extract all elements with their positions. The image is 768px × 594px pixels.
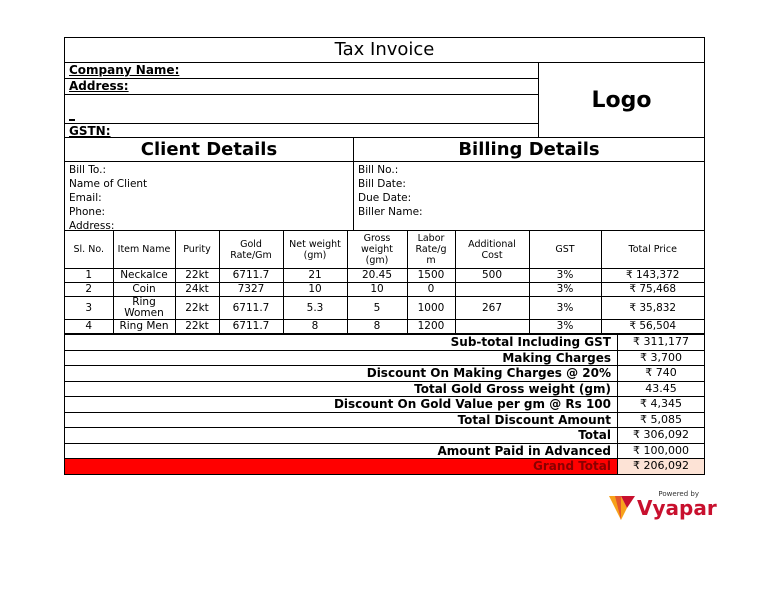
summary-row-grand-total: [65, 458, 704, 474]
header-additional-cost: Additional Cost: [455, 231, 529, 269]
summary-value: ₹ 306,092: [633, 428, 689, 441]
vyapar-logo-icon: [607, 492, 637, 522]
cell-additional-cost: 267: [455, 297, 529, 320]
table-row: [65, 320, 704, 334]
summary-row-gross-weight: [65, 381, 704, 397]
billing-details: [354, 162, 704, 230]
summary-value: ₹ 100,000: [633, 443, 689, 457]
summary-row-subtotal: [65, 334, 704, 350]
cell-item-name: Coin: [113, 283, 175, 297]
gstn-label: GSTN:: [69, 124, 111, 138]
table-row: [65, 297, 704, 320]
cell-purity: 22kt: [175, 269, 219, 283]
header-gst: GST: [529, 231, 601, 269]
bill-no-label: Bill No.:: [358, 164, 399, 176]
cell-additional-cost: [455, 320, 529, 334]
header-purity: Purity: [175, 231, 219, 269]
client-details: [65, 162, 354, 230]
summary-label: Total: [65, 428, 618, 443]
header-gross-weight: Gross weight (gm): [347, 231, 407, 269]
header-net-weight: Net weight (gm): [283, 231, 347, 269]
biller-name-label: Biller Name:: [358, 206, 423, 218]
address-label: Address:: [65, 79, 538, 95]
cell-labor-rate: 1200: [407, 320, 455, 334]
grand-total-label: Grand Total: [65, 459, 618, 474]
cell-sl-no: 4: [65, 320, 113, 334]
cell-item-name: Neckalce: [113, 269, 175, 283]
cell-purity: 22kt: [175, 297, 219, 320]
cell-net-weight: 21: [283, 269, 347, 283]
cell-item-name: Ring Men: [113, 320, 175, 334]
vyapar-brand: [607, 488, 717, 524]
cell-gold-rate: 6711.7: [219, 320, 283, 334]
billing-details-heading: Billing Details: [458, 139, 600, 160]
client-details-heading: Client Details: [65, 138, 354, 161]
summary-value: 43.45: [645, 381, 677, 395]
section-headings: [65, 138, 704, 162]
cell-gross-weight: 10: [347, 283, 407, 297]
cell-gst: 3%: [529, 269, 601, 283]
blank-line: _: [65, 95, 538, 124]
cell-net-weight: 10: [283, 283, 347, 297]
summary-row-gold-discount: [65, 396, 704, 412]
cell-sl-no: 2: [65, 283, 113, 297]
summary-label: Discount On Making Charges @ 20%: [65, 366, 618, 381]
cell-gold-rate: 6711.7: [219, 297, 283, 320]
summary-label: Total Gold Gross weight (gm): [65, 382, 618, 397]
header-gold-rate: Gold Rate/Gm: [219, 231, 283, 269]
summary-row-making-charges: [65, 350, 704, 366]
cell-labor-rate: 1500: [407, 269, 455, 283]
summary-value: ₹ 5,085: [640, 412, 682, 426]
header-item-name: Item Name: [113, 231, 175, 269]
summary-value: ₹ 4,345: [640, 397, 682, 410]
header-total-price: Total Price: [601, 231, 704, 269]
cell-total-price: ₹ 56,504: [601, 320, 704, 334]
logo-placeholder: Logo: [591, 87, 652, 113]
cell-gst: 3%: [529, 320, 601, 334]
invoice-title: Tax Invoice: [65, 38, 704, 63]
cell-gst: 3%: [529, 297, 601, 320]
cell-total-price: ₹ 35,832: [601, 297, 704, 320]
cell-total-price: ₹ 75,468: [601, 283, 704, 297]
client-email-label: Email:: [69, 192, 102, 204]
table-header-row: [65, 231, 704, 269]
cell-gold-rate: 7327: [219, 283, 283, 297]
table-row: [65, 283, 704, 297]
cell-purity: 22kt: [175, 320, 219, 334]
cell-sl-no: 3: [65, 297, 113, 320]
due-date-label: Due Date:: [358, 192, 412, 204]
summary-row-making-discount: [65, 365, 704, 381]
summary-row-total: [65, 427, 704, 443]
cell-gold-rate: 6711.7: [219, 269, 283, 283]
summary-value: ₹ 3,700: [640, 350, 682, 364]
summary-value: ₹ 311,177: [633, 335, 689, 348]
cell-additional-cost: [455, 283, 529, 297]
cell-labor-rate: 1000: [407, 297, 455, 320]
cell-net-weight: 5.3: [283, 297, 347, 320]
client-name-label: Name of Client: [69, 178, 148, 190]
summary-label: Sub-total Including GST: [65, 335, 618, 350]
summary-block: [65, 334, 704, 474]
invoice-sheet: [64, 37, 705, 475]
cell-gross-weight: 20.45: [347, 269, 407, 283]
cell-sl-no: 1: [65, 269, 113, 283]
summary-label: Making Charges: [65, 351, 618, 366]
cell-labor-rate: 0: [407, 283, 455, 297]
client-phone-label: Phone:: [69, 206, 106, 218]
cell-net-weight: 8: [283, 320, 347, 334]
cell-item-name: Ring Women: [113, 297, 175, 320]
summary-row-advance: [65, 443, 704, 459]
summary-value: ₹ 740: [645, 366, 677, 379]
company-name-label: Company Name:: [65, 63, 538, 79]
cell-gross-weight: 8: [347, 320, 407, 334]
details-block: [65, 162, 704, 231]
company-block: [65, 63, 704, 138]
cell-gross-weight: 5: [347, 297, 407, 320]
table-row: [65, 269, 704, 283]
cell-additional-cost: 500: [455, 269, 529, 283]
company-info: [65, 63, 539, 137]
bill-date-label: Bill Date:: [358, 178, 406, 190]
cell-purity: 24kt: [175, 283, 219, 297]
summary-label: Total Discount Amount: [65, 413, 618, 428]
cell-total-price: ₹ 143,372: [601, 269, 704, 283]
summary-row-total-discount: [65, 412, 704, 428]
vyapar-wordmark: Vyapar: [637, 496, 717, 520]
summary-label: Discount On Gold Value per gm @ Rs 100: [65, 397, 618, 412]
header-labor-rate: Labor Rate/g m: [407, 231, 455, 269]
items-table: [65, 231, 704, 334]
client-address-label: Address:: [69, 220, 115, 232]
summary-label: Amount Paid in Advanced: [65, 444, 618, 459]
grand-total-value: ₹ 206,092: [618, 459, 704, 474]
cell-gst: 3%: [529, 283, 601, 297]
header-sl-no: Sl. No.: [65, 231, 113, 269]
bill-to-label: Bill To.:: [69, 164, 107, 176]
powered-by-text: Powered by: [658, 490, 699, 498]
